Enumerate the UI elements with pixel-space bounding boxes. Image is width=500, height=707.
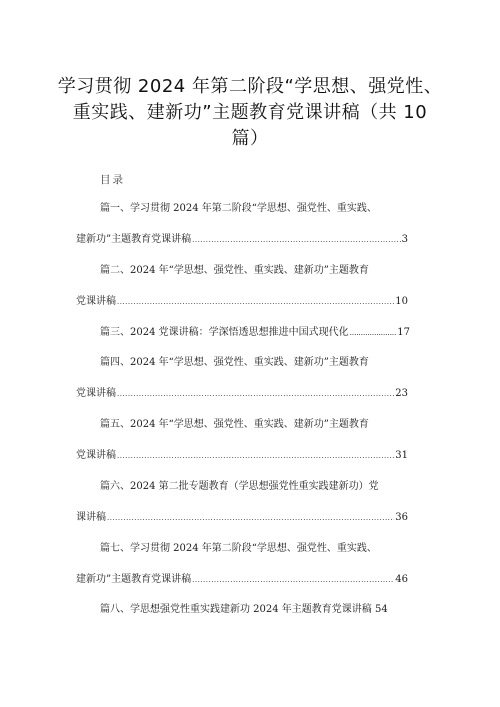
toc-heading: 目录 xyxy=(100,174,125,186)
title-line-2: 重实践、建新功”主题教育党课讲稿（共 10 xyxy=(72,102,428,123)
dot-leader xyxy=(350,326,397,340)
toc-entry-2-line-1[interactable]: 篇二、2024 年“学思想、强党性、重实践、建新功”主题教育 xyxy=(100,265,369,276)
toc-entry-3[interactable] xyxy=(100,326,410,340)
dot-leader xyxy=(117,387,394,401)
dot-leader xyxy=(117,449,394,463)
dot-leader xyxy=(192,233,401,247)
toc-page-number: 10 xyxy=(395,296,408,307)
title-line-3: 篇） xyxy=(231,128,269,149)
toc-entry-text: 党课讲稿 xyxy=(76,388,116,399)
toc-page-number: 17 xyxy=(397,327,410,338)
toc-entry-8[interactable]: 篇八、学思想强党性重实践建新功 2024 年主题教育党课讲稿 54 xyxy=(100,604,388,615)
toc-entry-5-line-1[interactable]: 篇五、2024 年“学思想、强党性、重实践、建新功”主题教育 xyxy=(100,419,369,430)
toc-entry-2-line-2[interactable] xyxy=(76,295,408,309)
toc-entry-text: 建新功”主题教育党课讲稿 xyxy=(76,574,192,585)
toc-entry-7-line-2[interactable] xyxy=(76,573,408,587)
toc-page-number: 36 xyxy=(395,512,408,523)
toc-page-number: 23 xyxy=(395,388,408,399)
toc-entry-text: 建新功”主题教育党课讲稿 xyxy=(76,234,192,245)
toc-entry-text: 课讲稿 xyxy=(76,512,106,523)
dot-leader xyxy=(117,295,394,309)
toc-entry-1-line-1[interactable]: 篇一、学习贯彻 2024 年第二阶段“学思想、强党性、重实践、 xyxy=(100,203,377,214)
dot-leader xyxy=(192,573,394,587)
toc-entry-text: 党课讲稿 xyxy=(76,296,116,307)
toc-entry-7-line-1[interactable]: 篇七、学习贯彻 2024 年第二阶段“学思想、强党性、重实践、 xyxy=(100,543,377,554)
dot-leader xyxy=(107,511,394,525)
document-title xyxy=(50,74,450,152)
toc-entry-1-line-2[interactable] xyxy=(76,233,408,247)
toc-entry-6-line-2[interactable] xyxy=(76,511,408,525)
toc-entry-6-line-1[interactable]: 篇六、2024 第二批专题教育（学思想强党性重实践建新功）党 xyxy=(100,481,379,492)
toc-entry-text: 篇三、2024 党课讲稿：学深悟透思想推进中国式现代化 xyxy=(100,327,349,338)
toc-page-number: 31 xyxy=(395,450,408,461)
title-line-1: 学习贯彻 2024 年第二阶段“学思想、强党性、 xyxy=(57,76,443,97)
toc-entry-4-line-2[interactable] xyxy=(76,387,408,401)
toc-entry-4-line-1[interactable]: 篇四、2024 年“学思想、强党性、重实践、建新功”主题教育 xyxy=(100,357,369,368)
toc-page-number: 3 xyxy=(401,234,408,245)
toc-page-number: 46 xyxy=(395,574,408,585)
toc-entry-5-line-2[interactable] xyxy=(76,449,408,463)
toc-entry-text: 党课讲稿 xyxy=(76,450,116,461)
